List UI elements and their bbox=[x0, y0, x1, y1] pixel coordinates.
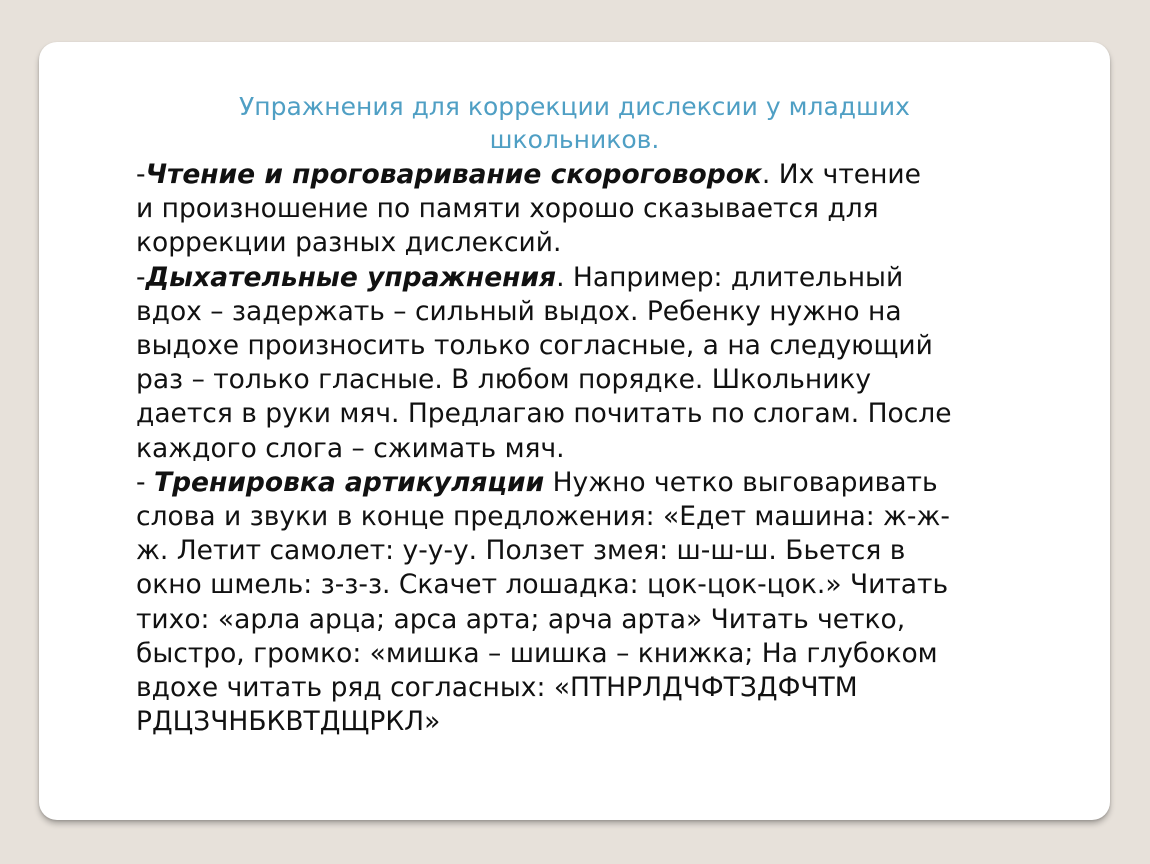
para2-line-2: вдох – задержать – сильный выдох. Ребенку нужно на bbox=[136, 295, 902, 327]
slide-title bbox=[39, 90, 1110, 156]
para3-line-6: быстро, громко: «мишка – шишка – книжка; На глубоком bbox=[136, 637, 938, 669]
para2-prefix: - bbox=[136, 261, 146, 293]
para3-prefix: - bbox=[136, 466, 154, 498]
slide-title-line-1: Упражнения для коррекции дислексии у младших bbox=[239, 92, 910, 121]
para3-line-8: РДЦЗЧНБКВТДЩРКЛ» bbox=[136, 706, 441, 738]
para2-line-6: каждого слога – сжимать мяч. bbox=[136, 432, 565, 464]
para3-line-2: слова и звуки в конце предложения: «Едет машина: ж-ж- bbox=[136, 501, 950, 533]
para3-rest: Нужно четко выговаривать bbox=[544, 466, 938, 498]
para1-line-3: коррекции разных дислексий. bbox=[136, 227, 562, 259]
para2-line-4: раз – только гласные. В любом порядке. Школьнику bbox=[136, 364, 872, 396]
slide-body bbox=[136, 158, 1056, 739]
para1-line-2: и произношение по памяти хорошо сказывается для bbox=[136, 193, 879, 225]
para3-line-3: ж. Летит самолет: у-у-у. Ползет змея: ш-ш-ш. Бьется в bbox=[136, 535, 906, 567]
para3-line-7: вдохе читать ряд согласных: «ПТНРЛДЧФТЗДФЧТМ bbox=[136, 672, 858, 704]
para3-line-5: тихо: «арла арца; арса арта; арча арта» Читать четко, bbox=[136, 603, 906, 635]
para2-rest: . Например: длительный bbox=[556, 261, 904, 293]
para2-line-3: выдохе произносить только согласные, а на следующий bbox=[136, 330, 933, 362]
para1-emphasis: Чтение и проговаривание скороговорок bbox=[145, 159, 762, 190]
para1-prefix: - bbox=[136, 159, 146, 190]
slide-card bbox=[39, 42, 1110, 820]
para3-line-4: окно шмель: з-з-з. Скачет лошадка: цок-цок-цок.» Читать bbox=[136, 569, 949, 601]
para2-line-5: дается в руки мяч. Предлагаю почитать по слогам. После bbox=[136, 398, 952, 430]
para2-line-1 bbox=[136, 261, 1056, 295]
para3-emphasis: Тренировка артикуляции bbox=[154, 466, 545, 498]
para1-rest: . Их чтение bbox=[761, 159, 921, 190]
para3-line-1 bbox=[136, 466, 1056, 500]
slide-title-line-2: школьников. bbox=[489, 125, 660, 154]
para1-line-1 bbox=[136, 158, 1056, 192]
para2-emphasis: Дыхательные упражнения bbox=[145, 261, 557, 293]
